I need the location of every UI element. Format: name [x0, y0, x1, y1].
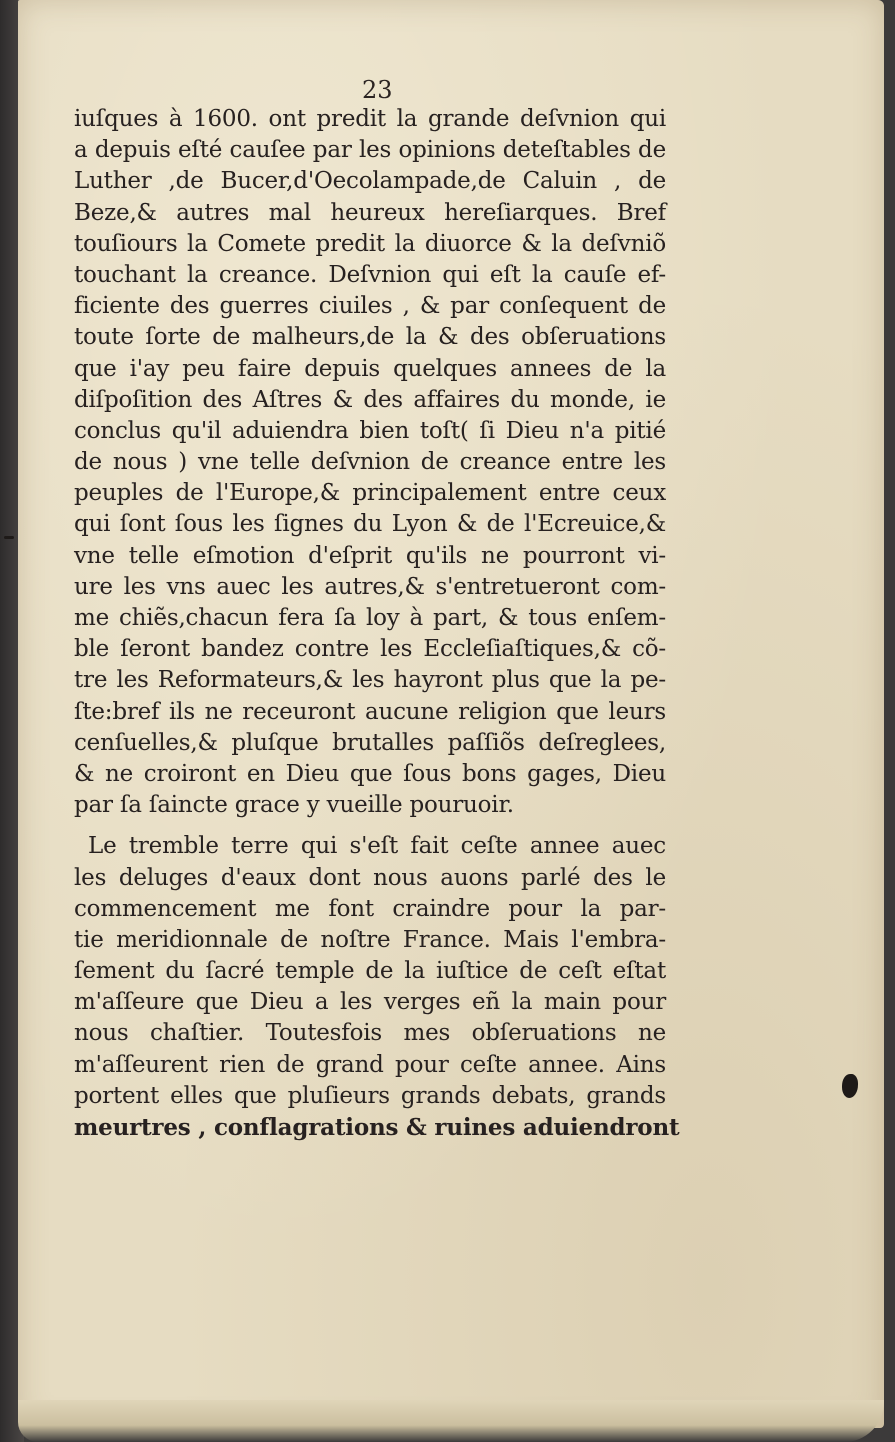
- text-line: ſte:bref ils ne receuront aucune religion que leurs: [74, 698, 666, 725]
- text-line: meurtres , conflagrations & ruines aduiendront: [74, 1114, 680, 1141]
- text-line: vne telle eſmotion d'eſprit qu'ils ne pourront vi-: [74, 542, 666, 569]
- margin-mark: [4, 536, 14, 539]
- text-line: conclus qu'il aduiendra bien toſt( ſi Dieu n'a pitié: [74, 417, 666, 444]
- text-line: par ſa ſaincte grace y vueille pouruoir.: [74, 792, 514, 819]
- text-line: touſiours la Comete predit la diuorce & la deſvniõ: [74, 230, 666, 257]
- text-line: diſpoſition des Aſtres & des affaires du monde, ie: [74, 386, 666, 413]
- text-line: toute ſorte de malheurs,de la & des obſeruations: [74, 324, 666, 351]
- paragraph-2: [74, 831, 680, 1143]
- text-line: ble ſeront bandez contre les Eccleſiaſtiques,& cõ-: [74, 636, 666, 663]
- text-line: m'aſſeure que Dieu a les verges eñ la main pour: [74, 989, 666, 1016]
- text-line: nous chaſtier. Toutesfois mes obſeruations ne: [74, 1020, 666, 1047]
- text-line: tie meridionnale de noſtre France. Mais l'embra-: [74, 926, 666, 953]
- text-line: peuples de l'Europe,& principalement entre ceux: [74, 480, 666, 507]
- text-line: ſement du ſacré temple de la iuſtice de ceſt eſtat: [74, 958, 666, 985]
- text-line: & ne croiront en Dieu que ſous bons gages, Dieu: [74, 760, 666, 787]
- text-line: tre les Reformateurs,& les hayront plus que la pe-: [74, 667, 666, 694]
- page-bottom-edge: [18, 1400, 884, 1442]
- paragraph-1: [74, 104, 666, 821]
- text-line: ure les vns auec les autres,& s'entretueront com-: [74, 573, 666, 600]
- text-line: portent elles que pluſieurs grands debats, grands: [74, 1082, 666, 1109]
- page-number: 23: [362, 76, 393, 104]
- text-line: cenſuelles,& pluſque brutalles paſſiõs deſreglees,: [74, 729, 666, 756]
- text-line: qui ſont ſous les ſignes du Lyon & de l'Ecreuice,&: [74, 511, 666, 538]
- body-text: [74, 104, 680, 1143]
- text-line: a depuis eſté cauſee par les opinions deteſtables de: [74, 137, 666, 164]
- text-line: commencement me font craindre pour la par-: [74, 895, 666, 922]
- text-line: me chiẽs,chacun fera ſa loy à part, & tous enſem-: [74, 605, 666, 631]
- text-line: Luther ,de Bucer,d'Oecolampade,de Caluin , de: [74, 168, 666, 195]
- text-line: de nous ) vne telle deſvnion de creance entre les: [74, 449, 666, 476]
- text-line: les deluges d'eaux dont nous auons parlé des le: [74, 864, 666, 891]
- text-line: ficiente des guerres ciuiles , & par conſequent de: [74, 293, 666, 320]
- text-line: touchant la creance. Deſvnion qui eſt la cauſe ef-: [74, 261, 666, 288]
- text-line: Beze,& autres mal heureux hereſiarques. Bref: [74, 199, 666, 226]
- text-line: Le tremble terre qui s'eſt fait ceſte annee auec: [88, 833, 666, 860]
- paragraph-gap: [74, 821, 666, 831]
- text-line: m'aſſeurent rien de grand pour ceſte annee. Ains: [74, 1051, 666, 1078]
- text-line: que i'ay peu faire depuis quelques annees de la: [74, 355, 666, 382]
- text-line: iuſques à 1600. ont predit la grande deſvnion qui: [74, 106, 666, 132]
